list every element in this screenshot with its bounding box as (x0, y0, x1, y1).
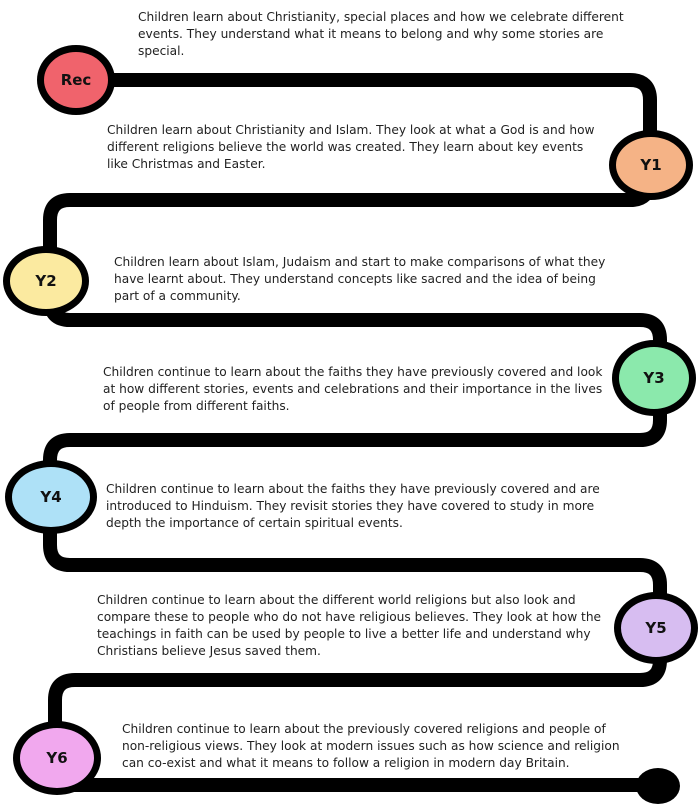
stage-y6-label: Y6 (46, 749, 68, 767)
stage-y6-badge (13, 721, 101, 795)
stage-y6-description: Children continue to learn about the previously covered religions and people of non-religious views. They look at modern issues such as how science and religion can co-exist and what it means to follow a religion in modern day Britain. (122, 722, 620, 770)
stage-y3-description: Children continue to learn about the faiths they have previously covered and look at how different stories, events and celebrations and their importance in the lives of people from different faiths. (103, 365, 603, 413)
stage-rec-description: Children learn about Christianity, special places and how we celebrate different events. They understand what it means to belong and why some stories are special. (138, 10, 624, 58)
stage-y2-label: Y2 (35, 272, 57, 290)
stage-y1-label: Y1 (640, 156, 662, 174)
stage-y2-description: Children learn about Islam, Judaism and start to make comparisons of what they have learnt about. They understand concepts like sacred and the idea of being part of a community. (114, 255, 606, 303)
stage-y5-description: Children continue to learn about the different world religions but also look and compare these to people who do not have religious believes. They look at how the teachings in faith can be used by people to live a better life and understand why Christians believe Jesus saved them. (97, 593, 602, 658)
stage-y4-description: Children continue to learn about the faiths they have previously covered and are introduced to Hinduism. They revisit stories they have covered to study in more depth the importance of certain spiritual events. (106, 482, 600, 530)
stage-y3-label: Y3 (643, 369, 665, 387)
stage-y4-label: Y4 (40, 488, 62, 506)
road-end-dot (636, 768, 680, 804)
stage-rec-label: Rec (60, 71, 92, 89)
stage-y5-label: Y5 (645, 619, 667, 637)
stage-y1-description: Children learn about Christianity and Islam. They look at what a God is and how different religions believe the world was created. They learn about key events like Christmas and Easter. (107, 123, 595, 171)
